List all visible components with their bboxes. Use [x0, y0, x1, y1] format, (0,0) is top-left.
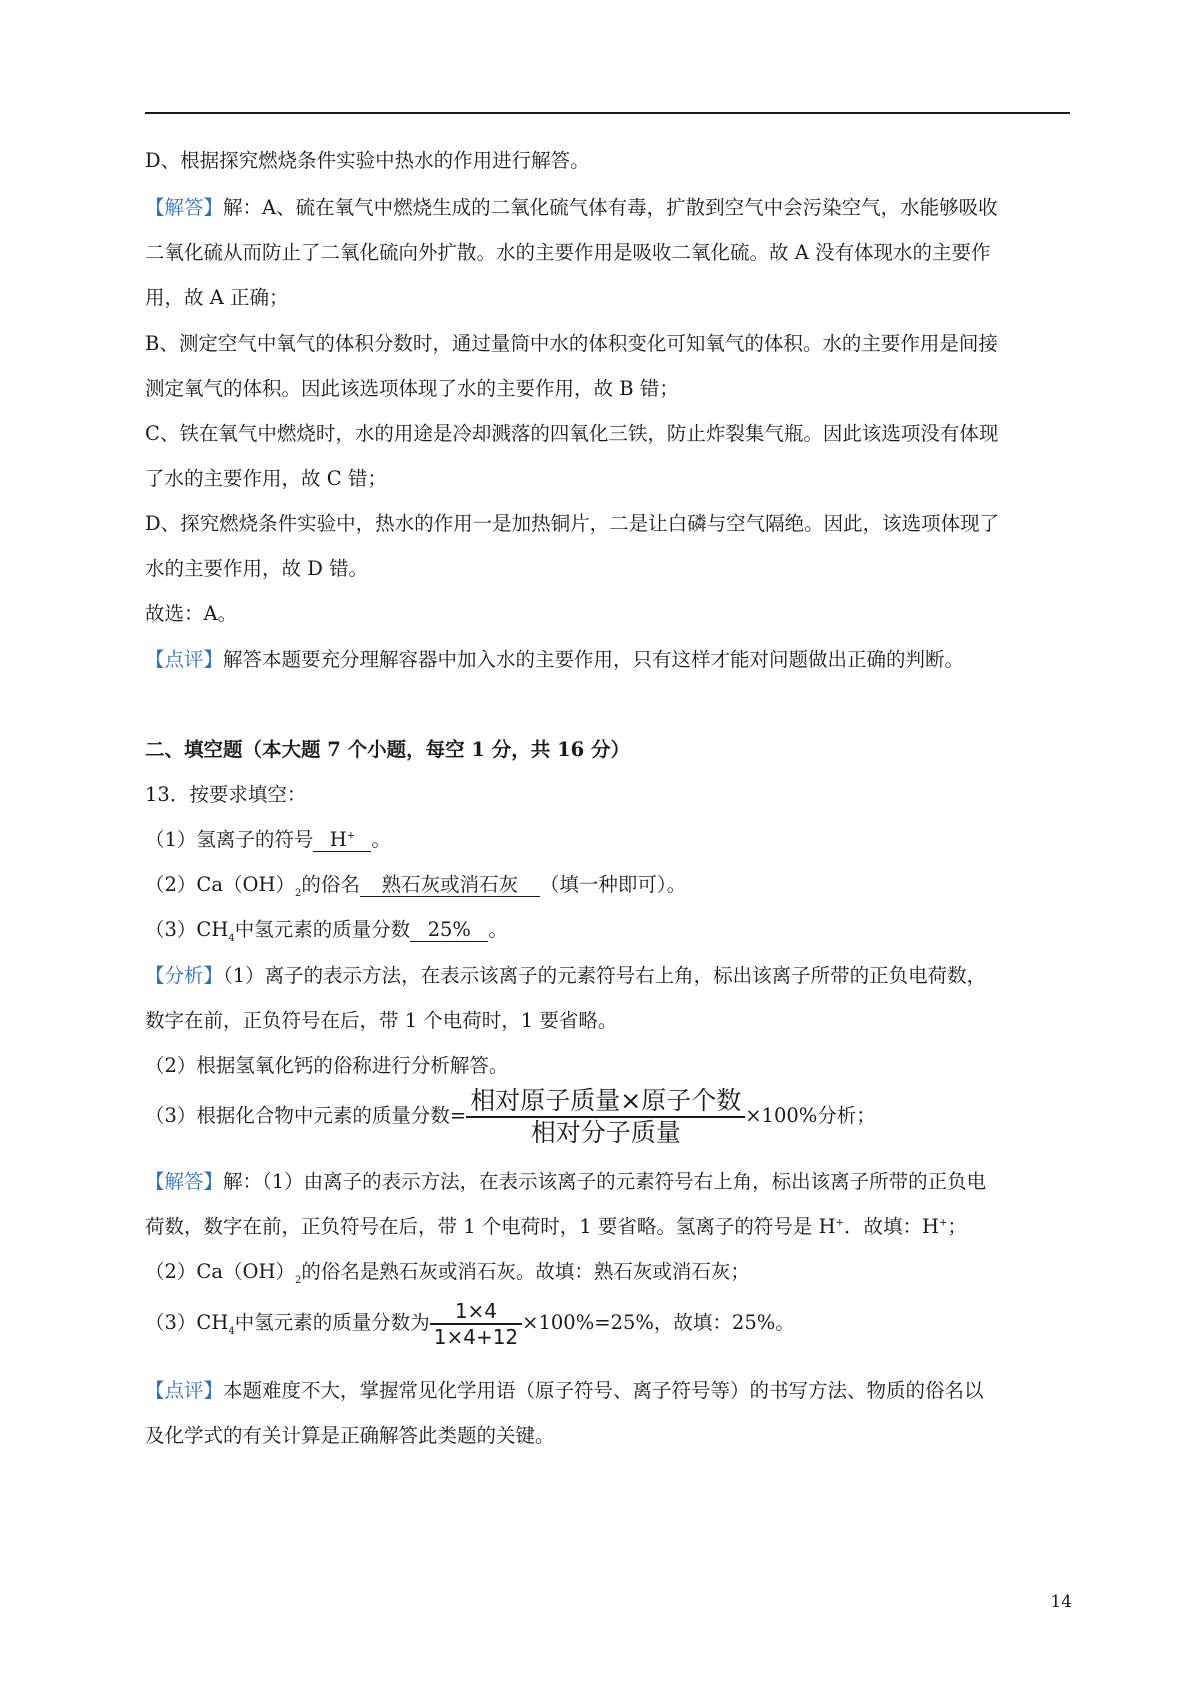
q13-2-suffix: （填一种即可）。	[539, 873, 687, 896]
comment-line	[145, 647, 964, 673]
formula-denominator: 相对分子质量	[530, 1117, 681, 1147]
analysis-4-prefix: （3）根据化合物中元素的质量分数=	[145, 1104, 467, 1127]
comment-text: 解答本题要充分理解容器中加入水的主要作用，只有这样才能对问题做出正确的判断。	[223, 648, 965, 671]
answer-a-line-2: 二氧化硫从而防止了二氧化硫向外扩散。水的主要作用是吸收二氧化硫。故 A 没有体现水的主要作	[145, 241, 991, 264]
answer2-line-2	[145, 1214, 967, 1240]
answer-a-text-1: 解：A、硫在氧气中燃烧生成的二氧化硫气体有毒，扩散到空气中会污染空气，水能够吸收	[223, 196, 998, 219]
analysis-line-1	[145, 963, 986, 989]
comment-tag: 【点评】	[145, 648, 224, 671]
q13-2-sub: 2	[294, 887, 302, 899]
question-13: 13．按要求填空：	[145, 783, 307, 806]
hydrogen-fraction-denominator: 1×4+12	[433, 1324, 519, 1349]
answer2-4-mid: 中氢元素的质量分数为	[234, 1311, 430, 1334]
q13-1-answer-sup: +	[346, 830, 356, 842]
answer-a-line-3: 用，故 A 正确；	[145, 286, 289, 309]
q13-2-mid: 的俗名	[301, 873, 360, 896]
q13-1-suffix: 。	[371, 828, 391, 851]
answer2-2-prefix: 荷数，数字在前，正负符号在后，带 1 个电荷时，1 要省略。氢离子的符号是 H	[145, 1215, 836, 1238]
answer2-2-suffix: ；	[947, 1215, 967, 1238]
q13-3-prefix: （3）CH	[145, 918, 229, 941]
answer2-line-1	[145, 1169, 986, 1195]
answer2-2-mid: ．故填：H	[844, 1215, 940, 1238]
q13-1-answer	[313, 829, 371, 852]
answer-b-line-2: 测定氧气的体积。因此该选项体现了水的主要作用，故 B 错；	[145, 377, 679, 400]
answer-tag: 【解答】	[145, 196, 224, 219]
analysis-line-4	[145, 1082, 876, 1150]
q13-3-suffix: 。	[488, 918, 508, 941]
analysis-4-suffix: ×100%分析；	[745, 1104, 876, 1127]
answer2-line-4	[145, 1294, 795, 1352]
answer-c-line-1: C、铁在氧气中燃烧时，水的用途是冷却溅落的四氧化三铁，防止炸裂集气瓶。因此该选项没有体现	[145, 422, 999, 445]
question-13-1	[145, 827, 391, 853]
q13-1-prefix: （1）氢离子的符号	[145, 828, 314, 851]
q13-2-prefix: （2）Ca（OH）	[145, 873, 295, 896]
page-number: 14	[1050, 1592, 1072, 1612]
formula-numerator: 相对原子质量×原子个数	[470, 1085, 742, 1115]
question-13-3	[145, 917, 508, 943]
comment2-tag: 【点评】	[145, 1379, 224, 1402]
answer2-3-sub: 2	[294, 1274, 302, 1286]
answer2-4-suffix: ×100%=25%，故填：25%。	[522, 1311, 795, 1334]
mass-fraction-formula	[466, 1086, 745, 1148]
analysis-line-3: （2）根据氢氧化钙的俗称进行分析解答。	[145, 1054, 509, 1077]
comment2-line-1	[145, 1378, 984, 1404]
answer2-4-sub: 4	[228, 1325, 235, 1337]
answer2-2-sup: +	[835, 1217, 845, 1229]
q13-3-sub: 4	[228, 932, 235, 944]
choose-line: 故选：A。	[145, 602, 238, 625]
answer2-line-3	[145, 1259, 750, 1285]
answer-d-line-1: D、探究燃烧条件实验中，热水的作用一是加热铜片，二是让白磷与空气隔绝。因此，该选项体现了	[145, 512, 1000, 535]
answer2-3-suffix: 的俗名是熟石灰或消石灰。故填：熟石灰或消石灰；	[301, 1260, 750, 1283]
answer-d-line-2: 水的主要作用，故 D 错。	[145, 557, 369, 580]
hint-d-line: D、根据探究燃烧条件实验中热水的作用进行解答。	[145, 149, 590, 172]
answer-b-line-1: B、测定空气中氧气的体积分数时，通过量筒中水的体积变化可知氧气的体积。水的主要作用是间接	[145, 332, 998, 355]
answer2-4-prefix: （3）CH	[145, 1311, 229, 1334]
analysis-line-2: 数字在前，正负符号在后，带 1 个电荷时，1 要省略。	[145, 1009, 618, 1032]
hydrogen-fraction-numerator: 1×4	[454, 1298, 498, 1323]
q13-1-answer-text: H	[329, 828, 347, 851]
comment2-text-1: 本题难度不大，掌握常见化学用语（原子符号、离子符号等）的书写方法、物质的俗名以	[223, 1379, 984, 1402]
header-rule	[145, 112, 1070, 114]
answer2-tag: 【解答】	[145, 1170, 224, 1193]
answer2-3-prefix: （2）Ca（OH）	[145, 1260, 295, 1283]
answer-c-line-2: 了水的主要作用，故 C 错；	[145, 467, 387, 490]
comment2-line-2: 及化学式的有关计算是正确解答此类题的关键。	[145, 1424, 555, 1447]
analysis-tag: 【分析】	[145, 964, 224, 987]
question-13-2	[145, 872, 686, 898]
hydrogen-fraction-formula	[430, 1299, 522, 1349]
answer2-2-sup2: +	[939, 1217, 948, 1229]
q13-3-mid: 中氢元素的质量分数	[234, 918, 411, 941]
section-heading: 二、填空题（本大题 7 个小题，每空 1 分，共 16 分）	[145, 738, 631, 761]
q13-3-answer: 25%	[410, 919, 488, 942]
answer2-text-1: 解：（1）由离子的表示方法，在表示该离子的元素符号右上角，标出该离子所带的正负电	[223, 1170, 987, 1193]
analysis-text-1: （1）离子的表示方法，在表示该离子的元素符号右上角，标出该离子所带的正负电荷数，	[223, 964, 987, 987]
q13-2-answer: 熟石灰或消石灰	[360, 874, 540, 897]
answer-a-line-1	[145, 195, 998, 221]
